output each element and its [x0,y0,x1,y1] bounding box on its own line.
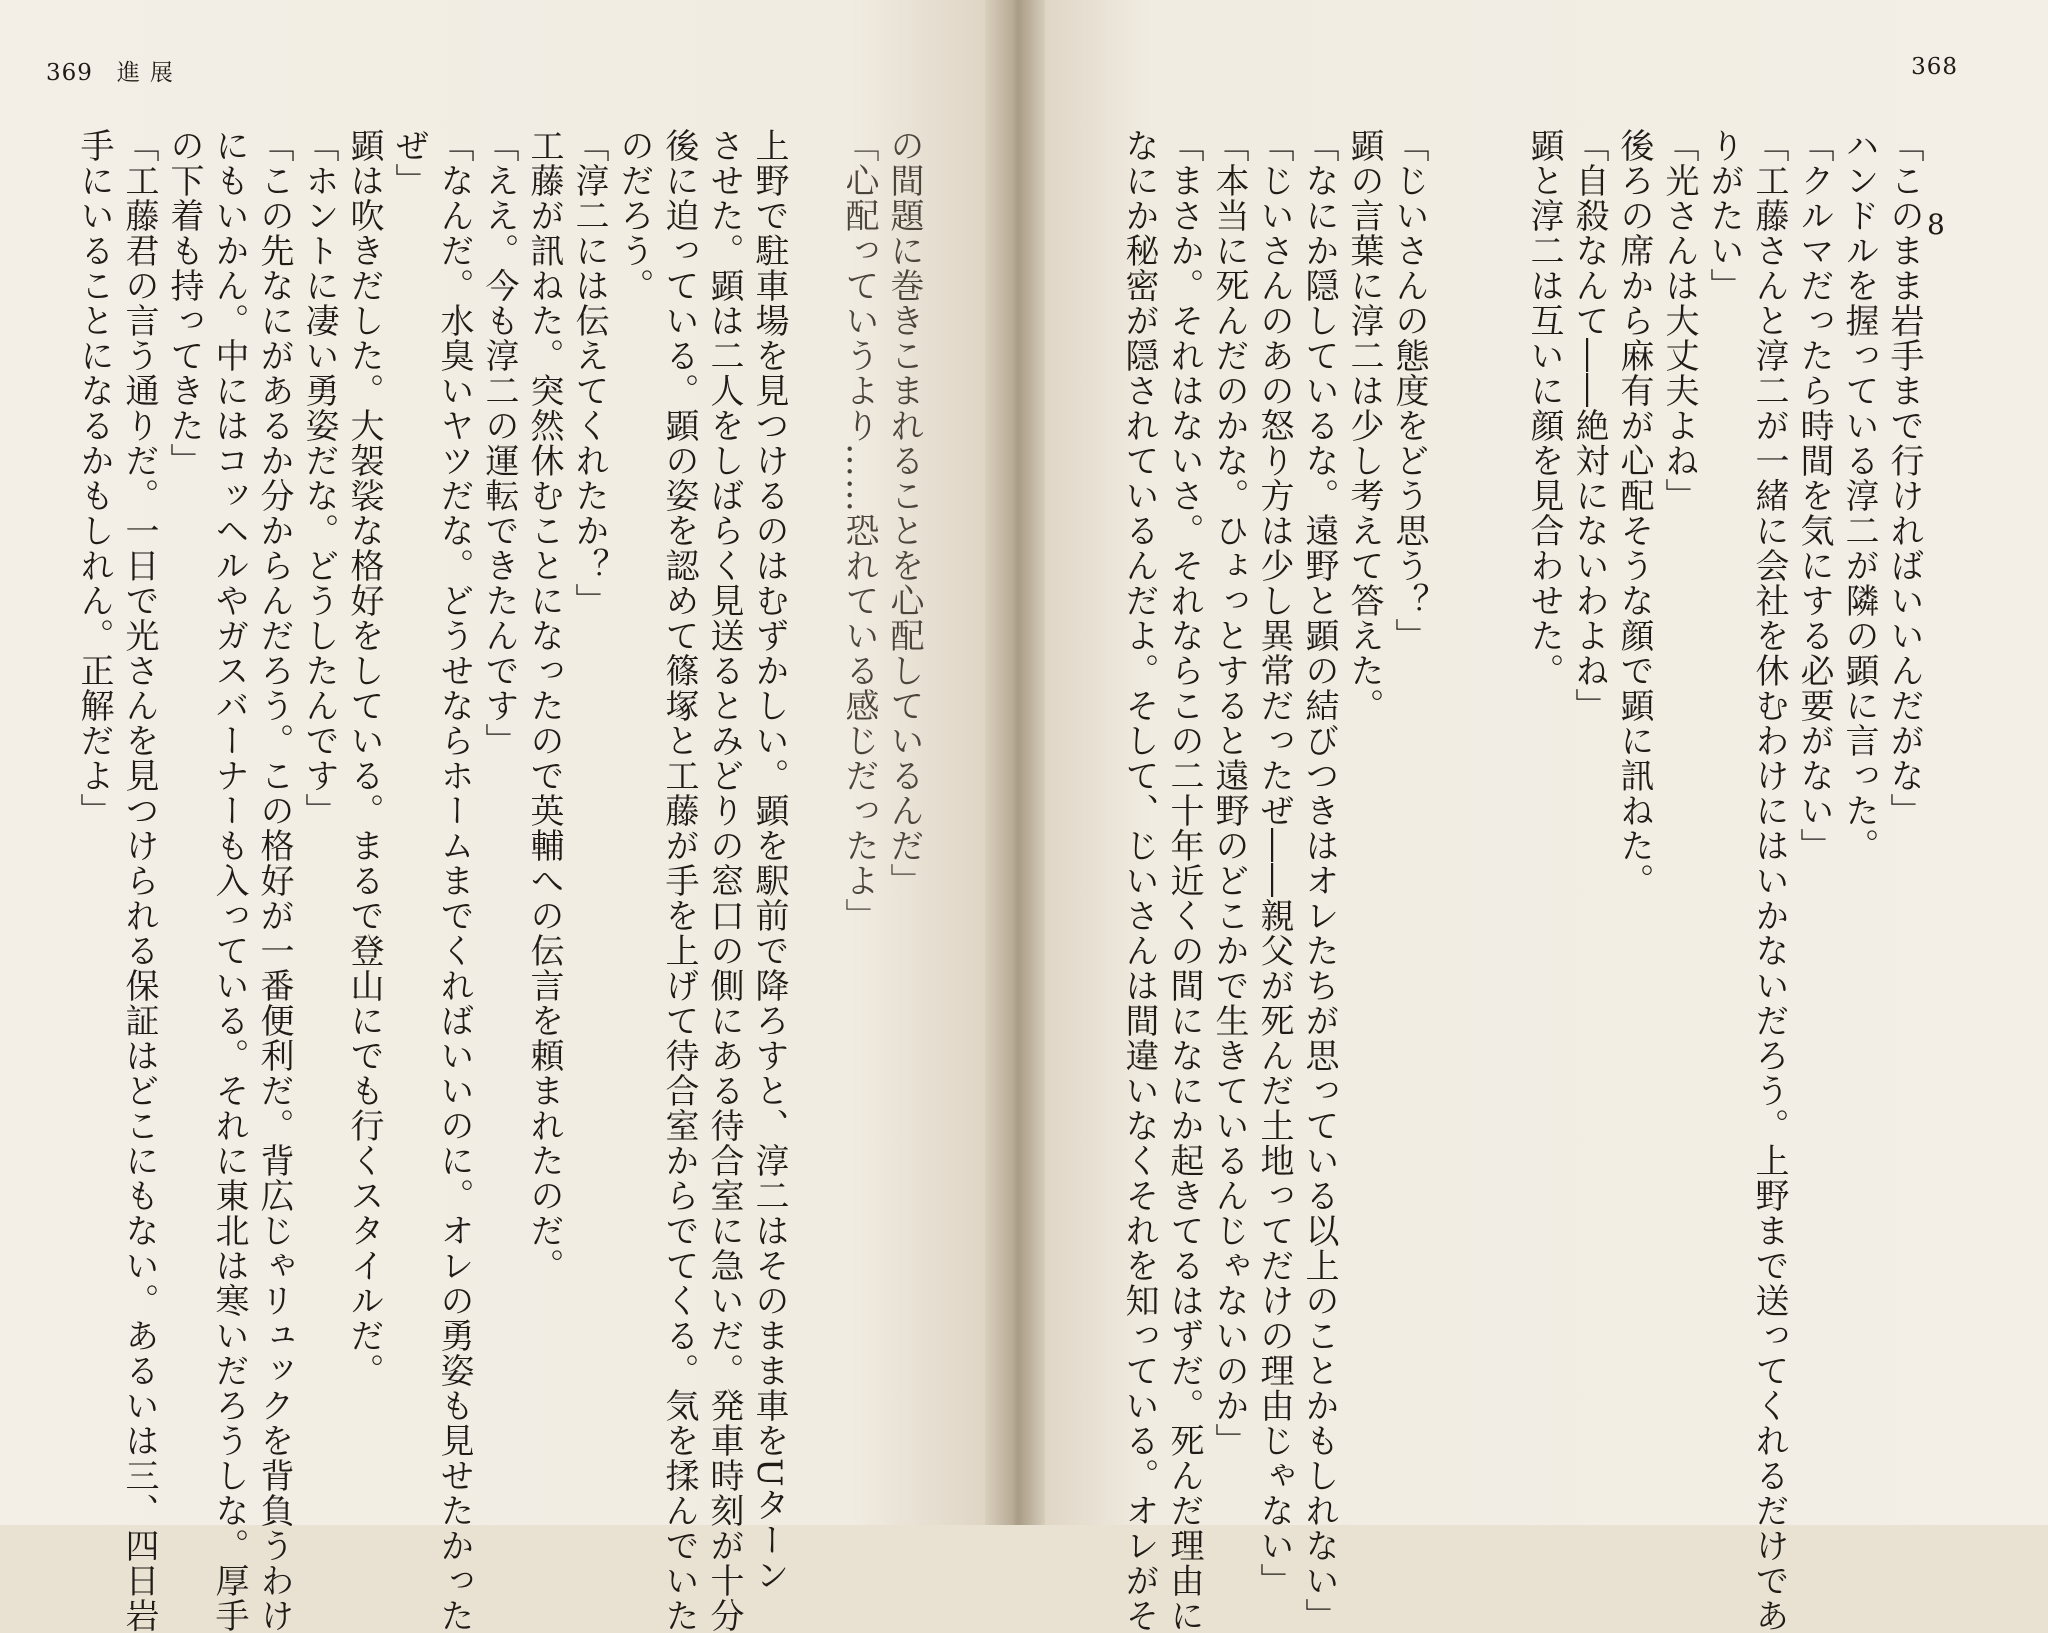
text-column: のだろう。 [614,128,654,303]
text-column: 手にいることになるかもしれん。正解だよ」 [74,128,114,828]
left-page-header [46,54,183,87]
text-column: 「光さんは大丈夫よね」 [1659,128,1699,513]
right-page-number: 368 [1911,54,1958,80]
text-column: 後に迫っている。顕の姿を認めて篠塚と工藤が手を上げて待合室からでてくる。気を揉んでいた [659,128,699,1633]
chapter-title: 進展 [116,60,183,86]
text-column: 顕の言葉に淳二は少し考えて答えた。 [1344,128,1384,723]
text-column: 顕と淳二は互いに顔を見合わせた。 [1524,128,1564,688]
text-column: の間題に巻きこまれることを心配しているんだ」 [884,128,924,898]
text-column: 上野で駐車場を見つけるのはむずかしい。顕を駅前で降ろすと、淳二はそのまま車をUターン [749,128,789,1593]
text-column: させた。顕は二人をしばらく見送るとみどりの窓口の側にある待合室に急いだ。発車時刻が十分 [704,128,744,1633]
text-column: なにか秘密が隠されているんだよ。そして、じいさんは間違いなくそれを知っている。オレがそ [1119,128,1159,1633]
text-column: 「この先なにがあるか分からんだろう。この格好が一番便利だ。背広じゃリュックを背負うわけ [254,128,294,1633]
text-column: 後ろの席から麻有が心配そうな顔で顕に訊ねた。 [1614,128,1654,898]
text-column: 「淳二には伝えてくれたか？」 [569,128,609,618]
chapter-number: 8 [1927,208,1945,241]
text-column: 工藤が訊ねた。突然休むことになったので英輔への伝言を頼まれたのだ。 [524,128,564,1283]
text-column: 「クルマだったら時間を気にする必要がない」 [1794,128,1834,863]
text-column: 「まさか。それはないさ。それならこの二十年近くの間になにか起きてるはずだ。死んだ理由に [1164,128,1204,1633]
left-page-number: 369 [46,60,93,86]
text-column: ぜ」 [389,128,429,198]
text-column: にもいかん。中にはコッヘルやガスバーナーも入っている。それに東北は寒いだろうしな。厚手 [209,128,249,1633]
text-column: 「ホントに凄い勇姿だな。どうしたんです」 [299,128,339,828]
text-column: りがたい」 [1704,128,1744,303]
text-column: 「本当に死んだのかな。ひょっとすると遠野のどこかで生きているんじゃないのか」 [1209,128,1249,1458]
text-column: 「工藤君の言う通りだ。一日で光さんを見つけられる保証はどこにもない。あるいは三、四日岩 [119,128,159,1633]
text-column: 「心配っていうより……恐れている感じだったよ」 [839,128,879,933]
text-column: の下着も持ってきた」 [164,128,204,478]
text-column: 「なにか隠しているな。遠野と顕の結びつきはオレたちが思っている以上のことかもしれない」 [1299,128,1339,1633]
text-column: 顕は吹きだした。大袈裟な格好をしている。まるで登山にでも行くスタイルだ。 [344,128,384,1388]
text-column: 「なんだ。水臭いヤツだな。どうせならホームまでくればいいのに。オレの勇姿も見せたかった [434,128,474,1633]
text-column: 「工藤さんと淳二が一緒に会社を休むわけにはいかないだろう。上野まで送ってくれるだけであ [1749,128,1789,1633]
book-gutter [985,0,1045,1525]
right-page-header [1911,54,1958,80]
text-column: 「じいさんのあの怒り方は少し異常だったぜ――親父が死んだ土地ってだけの理由じゃない」 [1254,128,1294,1598]
text-column: ハンドルを握っている淳二が隣の顕に言った。 [1839,128,1879,863]
text-column: 「このまま岩手まで行ければいいんだがな」 [1884,128,1924,828]
text-column: 「ええ。今も淳二の運転できたんです」 [479,128,519,758]
text-column: 「じいさんの態度をどう思う？」 [1389,128,1429,653]
text-column: 「自殺なんて――絶対にないわよね」 [1569,128,1609,723]
